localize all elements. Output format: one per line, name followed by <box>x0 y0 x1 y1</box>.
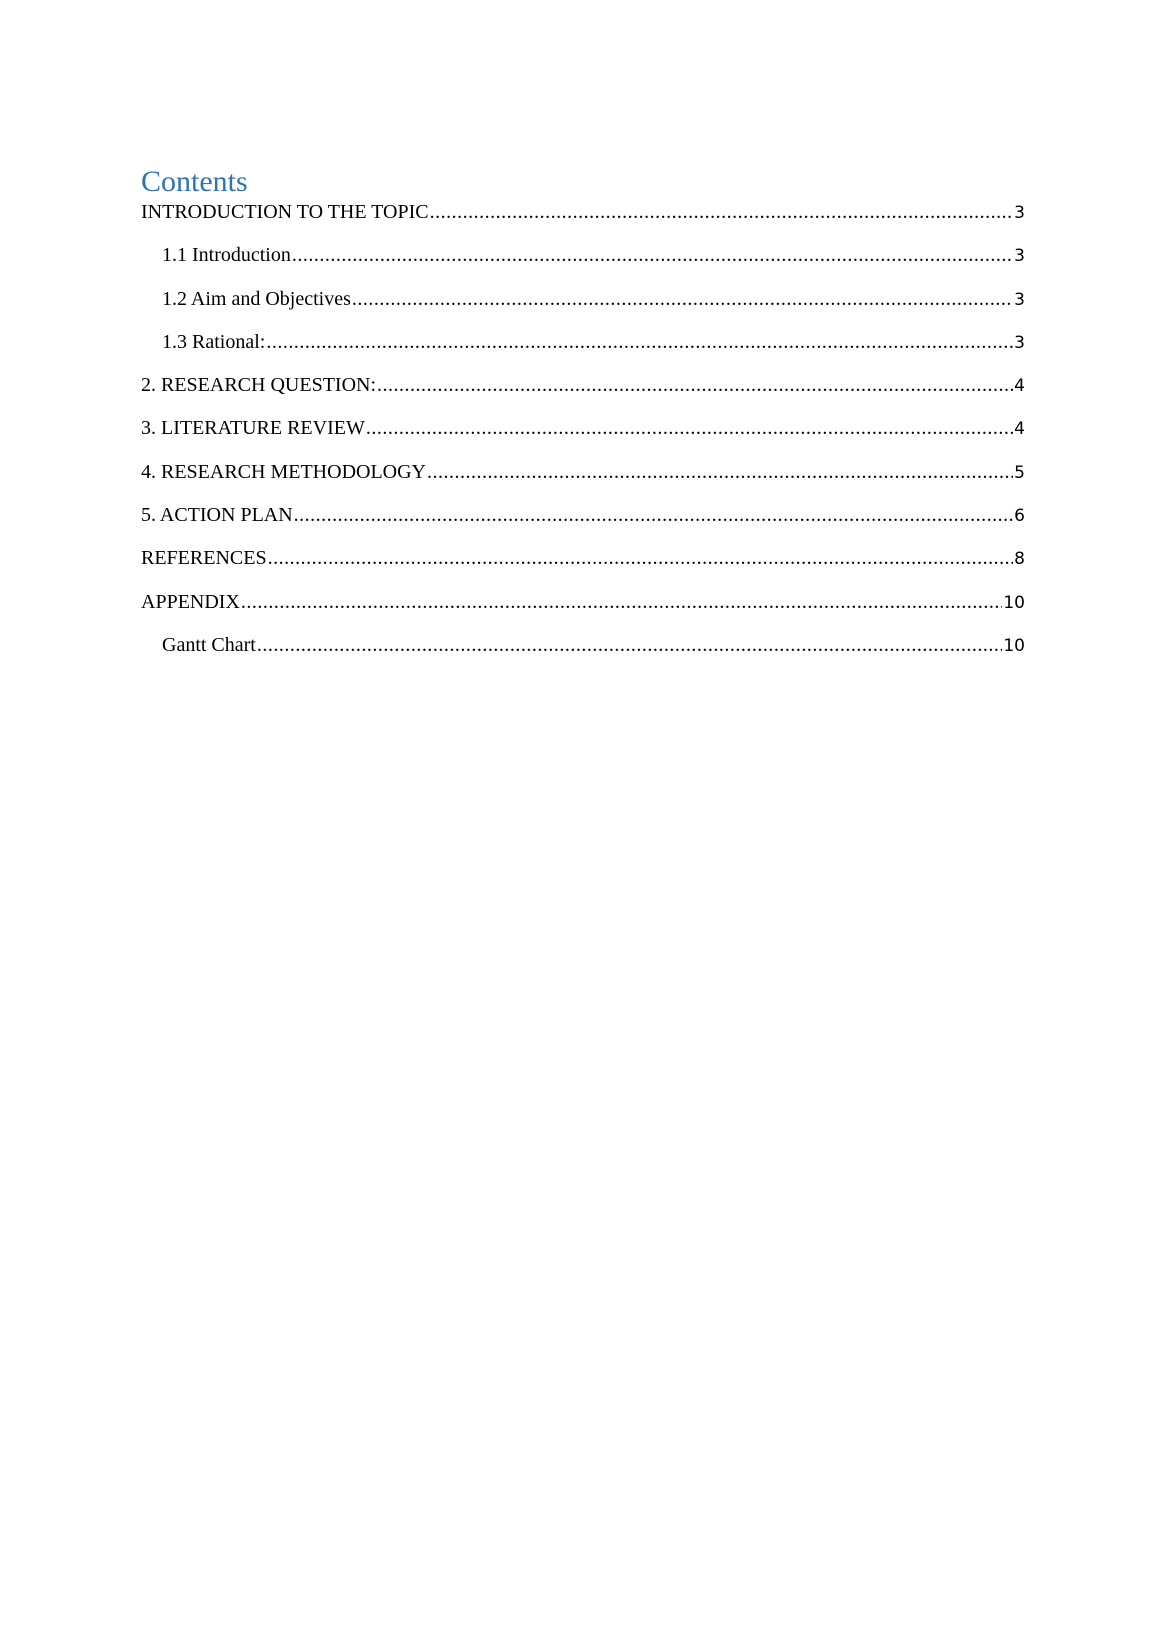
toc-entry-page: 6 <box>1014 506 1025 527</box>
toc-entry[interactable] <box>141 504 1025 547</box>
toc-dot-leader <box>294 504 1014 527</box>
toc-entry[interactable] <box>141 461 1025 504</box>
toc-dot-leader <box>377 374 1013 397</box>
toc-entry-title: 1.2 Aim and Objectives <box>162 287 351 310</box>
toc-dot-leader <box>366 417 1013 440</box>
toc-entry-title: APPENDIX <box>141 590 240 613</box>
toc-entry[interactable] <box>141 201 1025 244</box>
toc-heading: Contents <box>141 165 248 198</box>
toc-entry-page: 10 <box>1003 592 1025 613</box>
toc-entry[interactable] <box>141 288 1025 331</box>
toc-dot-leader <box>352 288 1013 311</box>
toc-entry[interactable] <box>141 331 1025 374</box>
toc-entry-page: 8 <box>1014 549 1025 570</box>
toc-entry[interactable] <box>141 634 1025 677</box>
toc-entry-page: 3 <box>1014 203 1025 223</box>
toc-entry[interactable] <box>141 417 1025 460</box>
toc-entry-title: Gantt Chart <box>162 633 256 656</box>
toc-dot-leader <box>268 547 1014 570</box>
toc-entry-page: 3 <box>1014 289 1025 310</box>
toc-entry-title: 5. ACTION PLAN <box>141 504 293 527</box>
toc-entry-page: 3 <box>1014 332 1025 353</box>
toc-dot-leader <box>292 244 1013 267</box>
toc-dot-leader <box>257 634 1002 657</box>
toc-entry-title: 4. RESEARCH METHODOLOGY <box>141 460 426 483</box>
toc-entry-title: 3. LITERATURE REVIEW <box>141 417 365 440</box>
toc-dot-leader <box>266 331 1013 354</box>
toc-entry-page: 3 <box>1014 246 1025 267</box>
toc-entry-title: 1.3 Rational: <box>162 330 266 353</box>
toc-entry-page: 10 <box>1003 635 1025 656</box>
toc-entry[interactable] <box>141 374 1025 417</box>
table-of-contents <box>141 163 1025 677</box>
toc-entry[interactable] <box>141 244 1025 287</box>
toc-entry-title: 2. RESEARCH QUESTION: <box>141 374 377 397</box>
toc-dot-leader <box>427 461 1013 484</box>
toc-dot-leader <box>430 201 1014 224</box>
toc-entry-page: 4 <box>1014 419 1025 440</box>
toc-entry[interactable] <box>141 547 1025 590</box>
toc-entry-page: 5 <box>1014 462 1025 483</box>
toc-entry-title: REFERENCES <box>141 547 267 570</box>
toc-entry[interactable] <box>141 591 1025 634</box>
toc-entry-title: INTRODUCTION TO THE TOPIC <box>141 201 429 223</box>
toc-dot-leader <box>241 591 1002 614</box>
toc-entry-page: 4 <box>1014 376 1025 397</box>
toc-entry-title: 1.1 Introduction <box>162 244 291 267</box>
toc-list <box>141 201 1025 677</box>
